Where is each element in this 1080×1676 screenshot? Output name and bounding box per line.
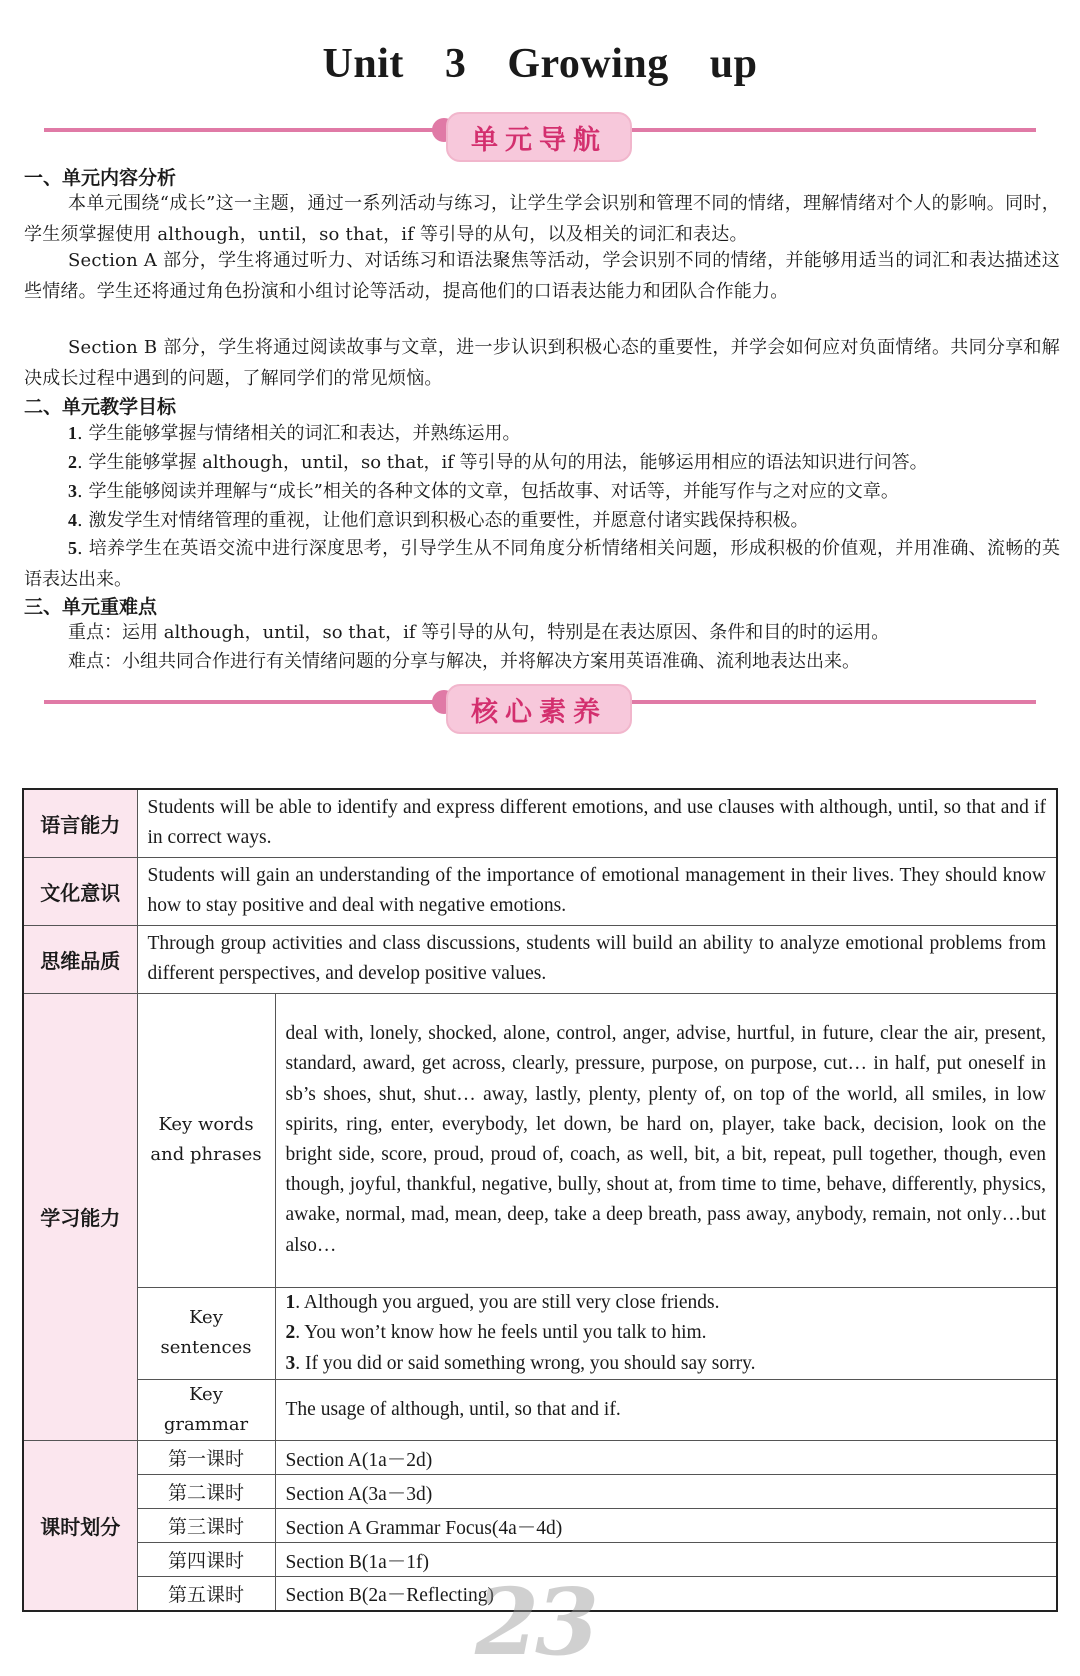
category-thinking: 思维品质: [23, 925, 137, 993]
page-title: Unit 3 Growing up: [322, 41, 758, 87]
banner-label: 核心素养: [446, 684, 632, 734]
category-schedule: 课时划分: [23, 1441, 137, 1611]
page-number-watermark: 23: [475, 1568, 596, 1676]
paragraph-section-b: Section B 部分，学生将通过阅读故事与文章，进一步认识到积极心态的重要性，并学会如何应对负面情绪。共同分享和解决成长过程中遇到的问题，了解同学们的常见烦恼。: [24, 337, 1060, 389]
lesson-name: 第四课时: [137, 1543, 275, 1577]
culture-text: Students will gain an understanding of the importance of emotional management in their lives. They should know how to stay positive and deal with negative emotions.: [137, 857, 1057, 925]
table-row: [23, 1441, 1057, 1475]
key-sentences: [275, 1287, 1057, 1380]
key-words-text: deal with, lonely, shocked, alone, control, anger, advise, hurtful, in future, clear the air, present, standard, award, get across, clearly, pressure, purpose, on purpose, cut… in half, put oneself in sb’s shoes, shut, shut… away, lastly, plenty, plenty of, on top of the world, all smiles, in low spirits, ring, enter, everybody, let down, be hard on, player, take back, decision, look on the bright side, score, proud, proud of, coach, as well, bit, a bit, repeat, pull together, though, even though, joyful, thankful, negative, bully, shout at, from time to time, behave, differently, physics, awake, normal, mad, mean, deep, take a deep breath, pass away, anybody, remain, not only…but also…: [275, 993, 1057, 1287]
section-heading-teaching-goals: 二、单元教学目标: [24, 396, 177, 418]
unit-navigation-banner: [44, 110, 1036, 180]
key-words-label: Key words and phrases: [137, 993, 275, 1287]
lesson-name: 第一课时: [137, 1441, 275, 1475]
category-language: 语言能力: [23, 789, 137, 857]
category-culture: 文化意识: [23, 857, 137, 925]
table-row: [23, 857, 1057, 925]
lesson-content: Section B(2a－Reflecting): [275, 1577, 1057, 1611]
goal-item: 3. 学生能够阅读并理解与“成长”相关的各种文体的文章，包括故事、对话等，并能写作与之对应的文章。: [68, 481, 899, 502]
table-row: [23, 993, 1057, 1287]
core-literacy-banner: [44, 682, 1036, 752]
table-row: [23, 925, 1057, 993]
paragraph-overview: 本单元围绕“成长”这一主题，通过一系列活动与练习，让学生学会识别和管理不同的情绪，理解情绪对个人的影响。同时，学生须掌握使用 although，until，so that，if 等引导的从句，以及相关的词汇和表达。: [24, 193, 1060, 245]
language-text: Students will be able to identify and express different emotions, and use clauses with although, until, so that and if in correct ways.: [137, 789, 1057, 857]
goal-item: 2. 学生能够掌握 although，until，so that，if 等引导的从句的用法，能够运用相应的语法知识进行问答。: [68, 452, 928, 473]
section-heading-content-analysis: 一、单元内容分析: [24, 167, 177, 189]
category-learning: 学习能力: [23, 993, 137, 1441]
lesson-content: Section A Grammar Focus(4a－4d): [275, 1509, 1057, 1543]
key-grammar-text: The usage of although, until, so that and if.: [275, 1380, 1057, 1441]
difficult-point: 难点：小组共同合作进行有关情绪问题的分享与解决，并将解决方案用英语准确、流利地表达出来。: [68, 651, 860, 672]
lesson-content: Section B(1a－1f): [275, 1543, 1057, 1577]
table-row: [23, 1509, 1057, 1543]
key-sentences-label: Key sentences: [137, 1287, 275, 1380]
lesson-content: Section A(1a－2d): [275, 1441, 1057, 1475]
lesson-name: 第二课时: [137, 1475, 275, 1509]
sentence-item: 1. Although you argued, you are still very close friends.: [285, 1291, 720, 1313]
lesson-content: Section A(3a－3d): [275, 1475, 1057, 1509]
sentence-item: 3. If you did or said something wrong, you should say sorry.: [285, 1352, 756, 1374]
key-point: 重点：运用 although，until，so that，if 等引导的从句，特别是在表达原因、条件和目的时的运用。: [68, 622, 890, 643]
lesson-name: 第五课时: [137, 1577, 275, 1611]
table-row: [23, 1475, 1057, 1509]
goal-item: 4. 激发学生对情绪管理的重视，让他们意识到积极心态的重要性，并愿意付诸实践保持积极。: [68, 510, 809, 531]
lesson-name: 第三课时: [137, 1509, 275, 1543]
sentence-item: 2. You won’t know how he feels until you talk to him.: [285, 1322, 707, 1343]
thinking-text: Through group activities and class discussions, students will build an ability to analyze emotional problems from different perspectives, and develop positive values.: [137, 925, 1057, 993]
goal-item: 1. 学生能够掌握与情绪相关的词汇和表达，并熟练运用。: [68, 423, 521, 444]
table-row: [23, 789, 1057, 857]
table-row: [23, 1380, 1057, 1441]
table-row: [23, 1287, 1057, 1380]
key-grammar-label: Key grammar: [137, 1380, 275, 1441]
banner-label: 单元导航: [446, 112, 632, 162]
goal-item: 5. 培养学生在英语交流中进行深度思考，引导学生从不同角度分析情绪相关问题，形成积极的价值观，并用准确、流畅的英语表达出来。: [24, 538, 1060, 590]
core-literacy-table: [22, 788, 1058, 1612]
paragraph-section-a: Section A 部分，学生将通过听力、对话练习和语法聚焦等活动，学会识别不同的情绪，并能够用适当的词汇和表达描述这些情绪。学生还将通过角色扮演和小组讨论等活动，提高他们的口语表达能力和团队合作能力。: [24, 250, 1060, 302]
section-heading-key-points: 三、单元重难点: [24, 596, 158, 618]
